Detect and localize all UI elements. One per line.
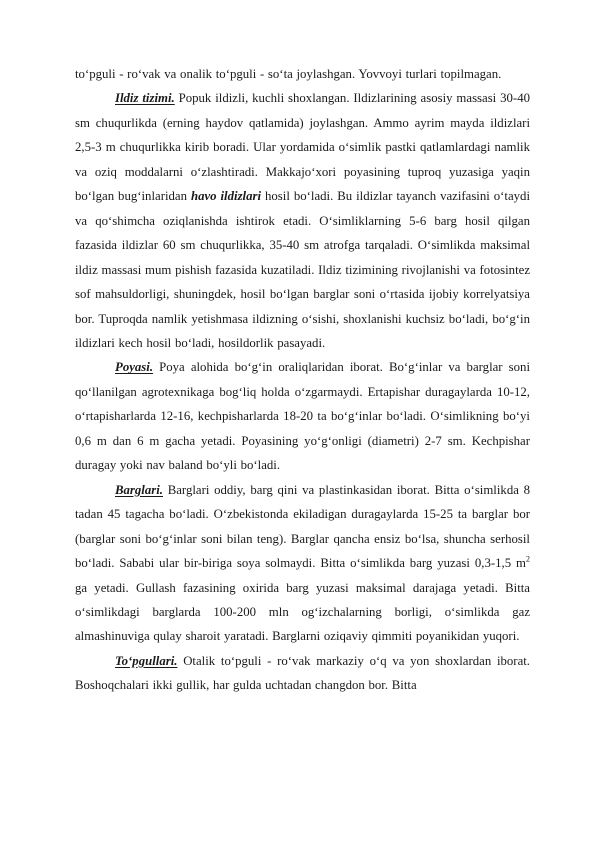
paragraph-barglari-text-a: Barglari oddiy, barg qini va plastinkasidan iborat. Bitta o‘simlikda 8 tadan 45 tagacha bo‘ladi. O‘zbekistonda ekiladigan duragaylarda 15-25 ta barglar bor (barglar soni bo‘g‘inlar soni bilan teng). Barglar qancha ensiz bo‘lsa, shuncha serhosil bo‘ladi. Sababi ular bir-biriga soya solmaydi. Bitta o‘simlikda barg yuzasi 0,3-1,5 m (75, 482, 530, 571)
paragraph-topgullari-text: Otalik to‘pguli - ro‘vak markaziy o‘q va yon shoxlardan iborat. Boshoqchalari ikki gullik, har gulda uchtadan changdon bor. Bitta (75, 653, 530, 693)
heading-ildiz-tizimi: Ildiz tizimi. (115, 91, 175, 106)
heading-topgullari: To‘pgullari. (115, 653, 178, 668)
paragraph-ildiz-tizimi-text-b: hosil bo‘ladi. Bu ildizlar tayanch vazifasini o‘taydi va qo‘shimcha oziqlanishda ishtirok etadi. O‘simliklarning 5-6 barg hosil qilgan fazasida ildizlar 60 sm chuqurlikka, 35-40 sm atrofga tarqaladi. O‘simlikda maksimal ildiz massasi mum pishish fazasida kuzatiladi. Ildiz tizimining rivojlanishi va fotosintez sof mahsuldorligi, shuningdek, hosil bo‘lgan barglar soni o‘rtasida ijobiy korrelyatsiya bor. Tuproqda namlik yetishmasa ildizning o‘sishi, shoxlanishi kuchsiz bo‘ladi, bo‘g‘in ildizlari kech hosil bo‘ladi, hosildorlik pasayadi. (75, 189, 531, 350)
paragraph-poyasi-text: Poya alohida bo‘g‘in oraliqlaridan iborat. Bo‘g‘inlar va barglar soni qo‘llanilgan agrotexnikaga bog‘liq holda o‘zgarmaydi. Ertapishar duragaylarda 10-12, o‘rtapisharlarda 12-16, kechpisharlarda 18-20 ta bo‘g‘inlar bo‘ladi. O‘simlikning bo‘yi 0,6 m dan 6 m gacha yetadi. Poyasining yo‘g‘onligi (diametri) 2-7 sm. Kechpishar duragay yoki nav baland bo‘yli bo‘ladi. (75, 360, 530, 473)
paragraph-barglari-text-b: ga yetadi. Gullash fazasining oxirida barg yuzasi maksimal darajaga yetadi. Bitta o‘simlikdagi barglarda 100-200 mln og‘izchalarning borligi, o‘simlikda gaz almashinuviga qulay sharoit yaratadi. Barglarni oziqaviy qimmiti poyanikidan yuqori. (75, 580, 530, 644)
term-havo-ildizlari: havo ildizlari (190, 189, 262, 204)
paragraph-intro (75, 62, 530, 86)
paragraph-intro-text: to‘pguli - ro‘vak va onalik to‘pguli - so‘ta joylashgan. Yovvoyi turlari topilmagan. (75, 67, 502, 81)
paragraph-ildiz-tizimi-text-a: Popuk ildizli, kuchli shoxlangan. Ildizlarining asosiy massasi 30-40 sm chuqurlikda (erning haydov qatlamida) joylashgan. Ammo ayrim mayda ildizlari 2,5-3 m chuqurlikka kirib boradi. Ular yordamida o‘simlik pastki qatlamlardagi namlik va oziq moddalarni o‘zlashtiradi. Makkajo‘xori poyasining tuproq yuzasiga yaqin bo‘lgan bug‘inlaridan (75, 91, 530, 204)
superscript-square: 2 (526, 554, 530, 564)
paragraph-barglari (75, 478, 530, 649)
heading-barglari: Barglari. (115, 482, 164, 497)
paragraph-poyasi (75, 355, 530, 477)
heading-poyasi: Poyasi. (115, 360, 154, 375)
document-body (75, 62, 530, 698)
paragraph-ildiz-tizimi (75, 86, 530, 355)
paragraph-topgullari (75, 649, 530, 698)
